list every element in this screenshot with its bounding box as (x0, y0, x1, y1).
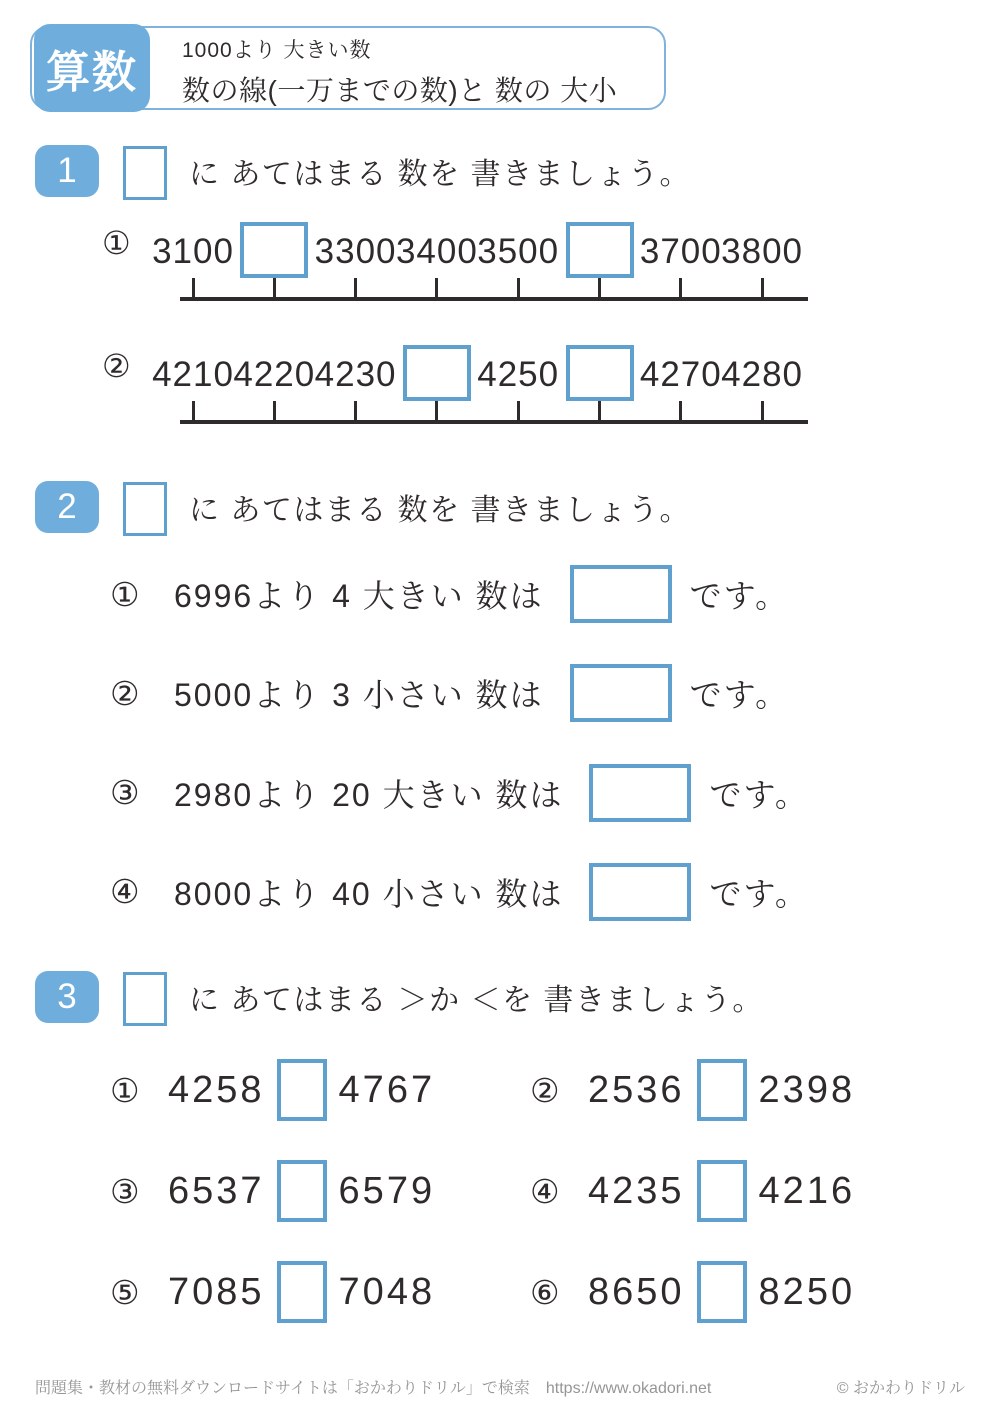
comparison-answer-box[interactable] (277, 1059, 327, 1121)
answer-box[interactable] (570, 664, 672, 722)
tick-mark (517, 278, 520, 298)
comparison-right-number: 4216 (758, 1169, 856, 1212)
tick-mark (192, 401, 195, 421)
comparison-answer-box[interactable] (277, 1261, 327, 1323)
comparison-left-number: 4235 (588, 1169, 685, 1212)
problem-prompt: 2980より 20 大きい 数は (174, 776, 564, 813)
tick-mark (354, 278, 357, 298)
tick-label: 3800 (721, 232, 804, 271)
answer-box[interactable] (589, 764, 691, 822)
problem-prompt: 5000より 3 小さい 数は (174, 677, 544, 714)
item-number: ⑤ (110, 1273, 140, 1311)
tick-mark (273, 401, 276, 421)
answer-box[interactable] (589, 863, 691, 921)
item-number: ② (110, 674, 140, 712)
item-number: ② (530, 1071, 560, 1109)
comparison-left-number: 6537 (168, 1169, 265, 1212)
section1-header (35, 143, 691, 199)
tick-mark (761, 401, 764, 421)
comparison-right-number: 2398 (758, 1068, 856, 1111)
tick-mark (273, 278, 276, 298)
section1-number-badge: 1 (35, 145, 99, 197)
item-number: ① (102, 225, 131, 261)
comparison-left-number: 4258 (168, 1068, 265, 1111)
item-number: ③ (110, 774, 140, 812)
comparison-right-number: 6579 (338, 1169, 436, 1212)
comparison-answer-box[interactable] (277, 1160, 327, 1222)
tick-mark (598, 278, 601, 298)
item-number: ⑥ (530, 1273, 560, 1311)
footer-copyright: © おかわりドリル (836, 1380, 965, 1397)
tick-mark (354, 401, 357, 421)
tick-label: 4210 (152, 355, 234, 394)
tick-label: 4220 (233, 355, 316, 394)
section2-instruction: に あてはまる 数を 書きましょう。 (189, 494, 692, 527)
comparison-answer-box[interactable] (697, 1160, 747, 1222)
section3-instruction: に あてはまる ＞か ＜を 書きましょう。 (189, 984, 764, 1017)
item-number: ③ (110, 1172, 140, 1210)
section1-sample-answer-box (123, 146, 167, 200)
fill-in-problem (110, 762, 809, 824)
comparison-left-number: 2536 (588, 1068, 685, 1111)
worksheet-category: 1000より 大きい数 (182, 39, 372, 62)
comparison-answer-box[interactable] (697, 1059, 747, 1121)
footer-description: 問題集・教材の無料ダウンロードサイトは「おかわりドリル」で検索 (35, 1380, 530, 1397)
tick-mark (435, 401, 438, 421)
fill-in-problem (110, 861, 809, 923)
number-line-answer-box[interactable] (566, 345, 634, 401)
item-number: ④ (110, 873, 140, 911)
item-number: ① (110, 1071, 140, 1109)
comparison-problem (530, 1159, 855, 1223)
number-line-2 (0, 345, 1000, 425)
section2-number-badge: 2 (35, 481, 99, 533)
problem-suffix: です。 (689, 578, 790, 614)
tick-label: 4250 (477, 355, 560, 394)
comparison-right-number: 7048 (338, 1270, 436, 1313)
comparison-problem (110, 1159, 435, 1223)
answer-box[interactable] (570, 565, 672, 623)
comparison-right-number: 4767 (338, 1068, 436, 1111)
section2-sample-answer-box (123, 482, 167, 536)
number-line-answer-box[interactable] (403, 345, 471, 401)
number-line-axis (180, 297, 808, 301)
tick-label: 3700 (639, 232, 722, 271)
problem-prompt: 8000より 40 小さい 数は (174, 875, 564, 912)
number-line-answer-box[interactable] (566, 222, 634, 278)
comparison-problem (110, 1058, 435, 1122)
section3-sample-answer-box (123, 972, 167, 1026)
number-line-axis (180, 420, 808, 424)
subject-badge: 算数 (34, 24, 150, 112)
fill-in-problem (110, 662, 789, 724)
tick-label: 4280 (721, 355, 804, 394)
page-footer (35, 1375, 965, 1398)
worksheet-header (30, 26, 666, 110)
tick-mark (761, 278, 764, 298)
item-number: ④ (530, 1172, 560, 1210)
comparison-left-number: 8650 (588, 1270, 685, 1313)
tick-label: 3500 (477, 232, 560, 271)
worksheet-title: 数の線(一万までの数)と 数の 大小 (182, 75, 618, 106)
item-number: ② (102, 348, 131, 384)
tick-mark (598, 401, 601, 421)
section1-instruction: に あてはまる 数を 書きましょう。 (189, 158, 692, 191)
tick-label: 4270 (639, 355, 722, 394)
number-line-1 (0, 222, 1000, 302)
comparison-problem (530, 1058, 855, 1122)
comparison-problem (110, 1260, 435, 1324)
section2-header (35, 479, 691, 535)
item-number: ① (110, 575, 140, 613)
title-group (182, 34, 617, 109)
problem-suffix: です。 (709, 776, 809, 813)
tick-mark (679, 278, 682, 298)
problem-prompt: 6996より 4 大きい 数は (174, 578, 544, 614)
footer-url: https://www.okadori.net (545, 1380, 712, 1397)
tick-mark (435, 278, 438, 298)
section3-header (35, 969, 764, 1025)
tick-mark (679, 401, 682, 421)
comparison-left-number: 7085 (168, 1270, 265, 1313)
comparison-answer-box[interactable] (697, 1261, 747, 1323)
number-line-answer-box[interactable] (240, 222, 308, 278)
problem-suffix: です。 (689, 677, 790, 714)
tick-label: 4230 (314, 355, 397, 394)
fill-in-problem (110, 563, 789, 625)
tick-label: 3400 (395, 232, 478, 271)
tick-label: 3100 (152, 232, 234, 271)
tick-mark (517, 401, 520, 421)
comparison-problem (530, 1260, 855, 1324)
comparison-right-number: 8250 (758, 1270, 856, 1313)
problem-suffix: です。 (709, 875, 809, 912)
tick-label: 3300 (314, 232, 397, 271)
section3-number-badge: 3 (35, 971, 99, 1023)
tick-mark (192, 278, 195, 298)
